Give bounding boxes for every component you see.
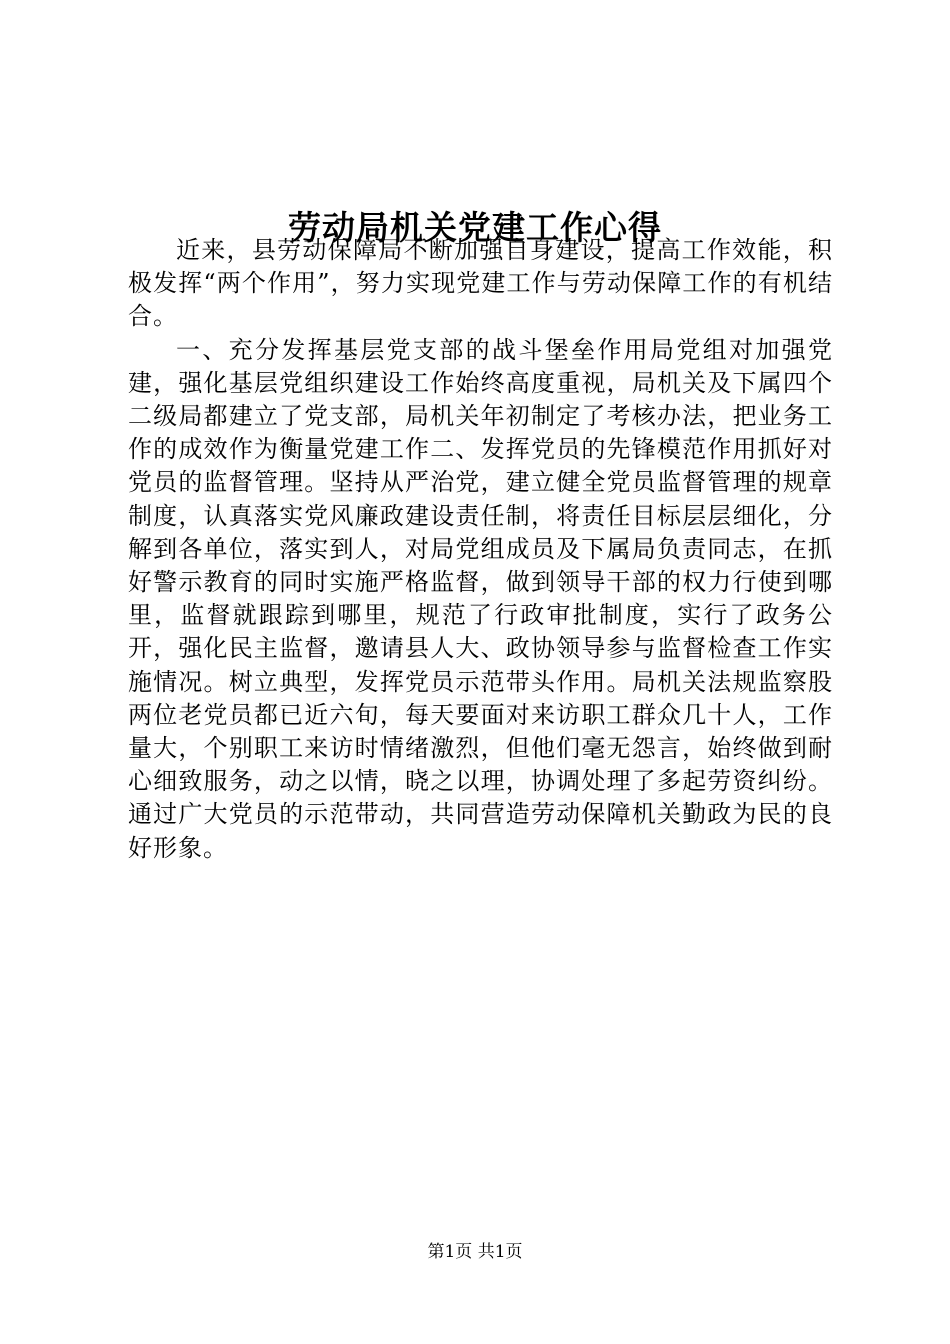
document-body bbox=[128, 234, 833, 865]
paragraph-section-one: 一、充分发挥基层党支部的战斗堡垒作用局党组对加强党建，强化基层党组织建设工作始终高度重视，局机关及下属四个二级局都建立了党支部，局机关年初制定了考核办法，把业务工作的成效作为衡量党建工作二、发挥党员的先锋模范作用抓好对党员的监督管理。坚持从严治党，建立健全党员监督管理的规章制度，认真落实党风廉政建设责任制，将责任目标层层细化，分解到各单位，落实到人，对局党组成员及下属局负责同志，在抓好警示教育的同时实施严格监督，做到领导干部的权力行使到哪里，监督就跟踪到哪里，规范了行政审批制度，实行了政务公开，强化民主监督，邀请县人大、政协领导参与监督检查工作实施情况。树立典型，发挥党员示范带头作用。局机关法规监察股两位老党员都已近六旬，每天要面对来访职工群众几十人，工作量大，个别职工来访时情绪激烈，但他们毫无怨言，始终做到耐心细致服务，动之以情，晓之以理，协调处理了多起劳资纠纷。通过广大党员的示范带动，共同营造劳动保障机关勤政为民的良好形象。 bbox=[128, 335, 833, 862]
paragraph-intro: 近来，县劳动保障局不断加强自身建设，提高工作效能，积极发挥“两个作用”，努力实现党建工作与劳动保障工作的有机结合。 bbox=[128, 236, 833, 331]
document-title: 劳动局机关党建工作心得 bbox=[288, 208, 662, 248]
page-number-footer: 第1页 共1页 bbox=[427, 1242, 523, 1262]
